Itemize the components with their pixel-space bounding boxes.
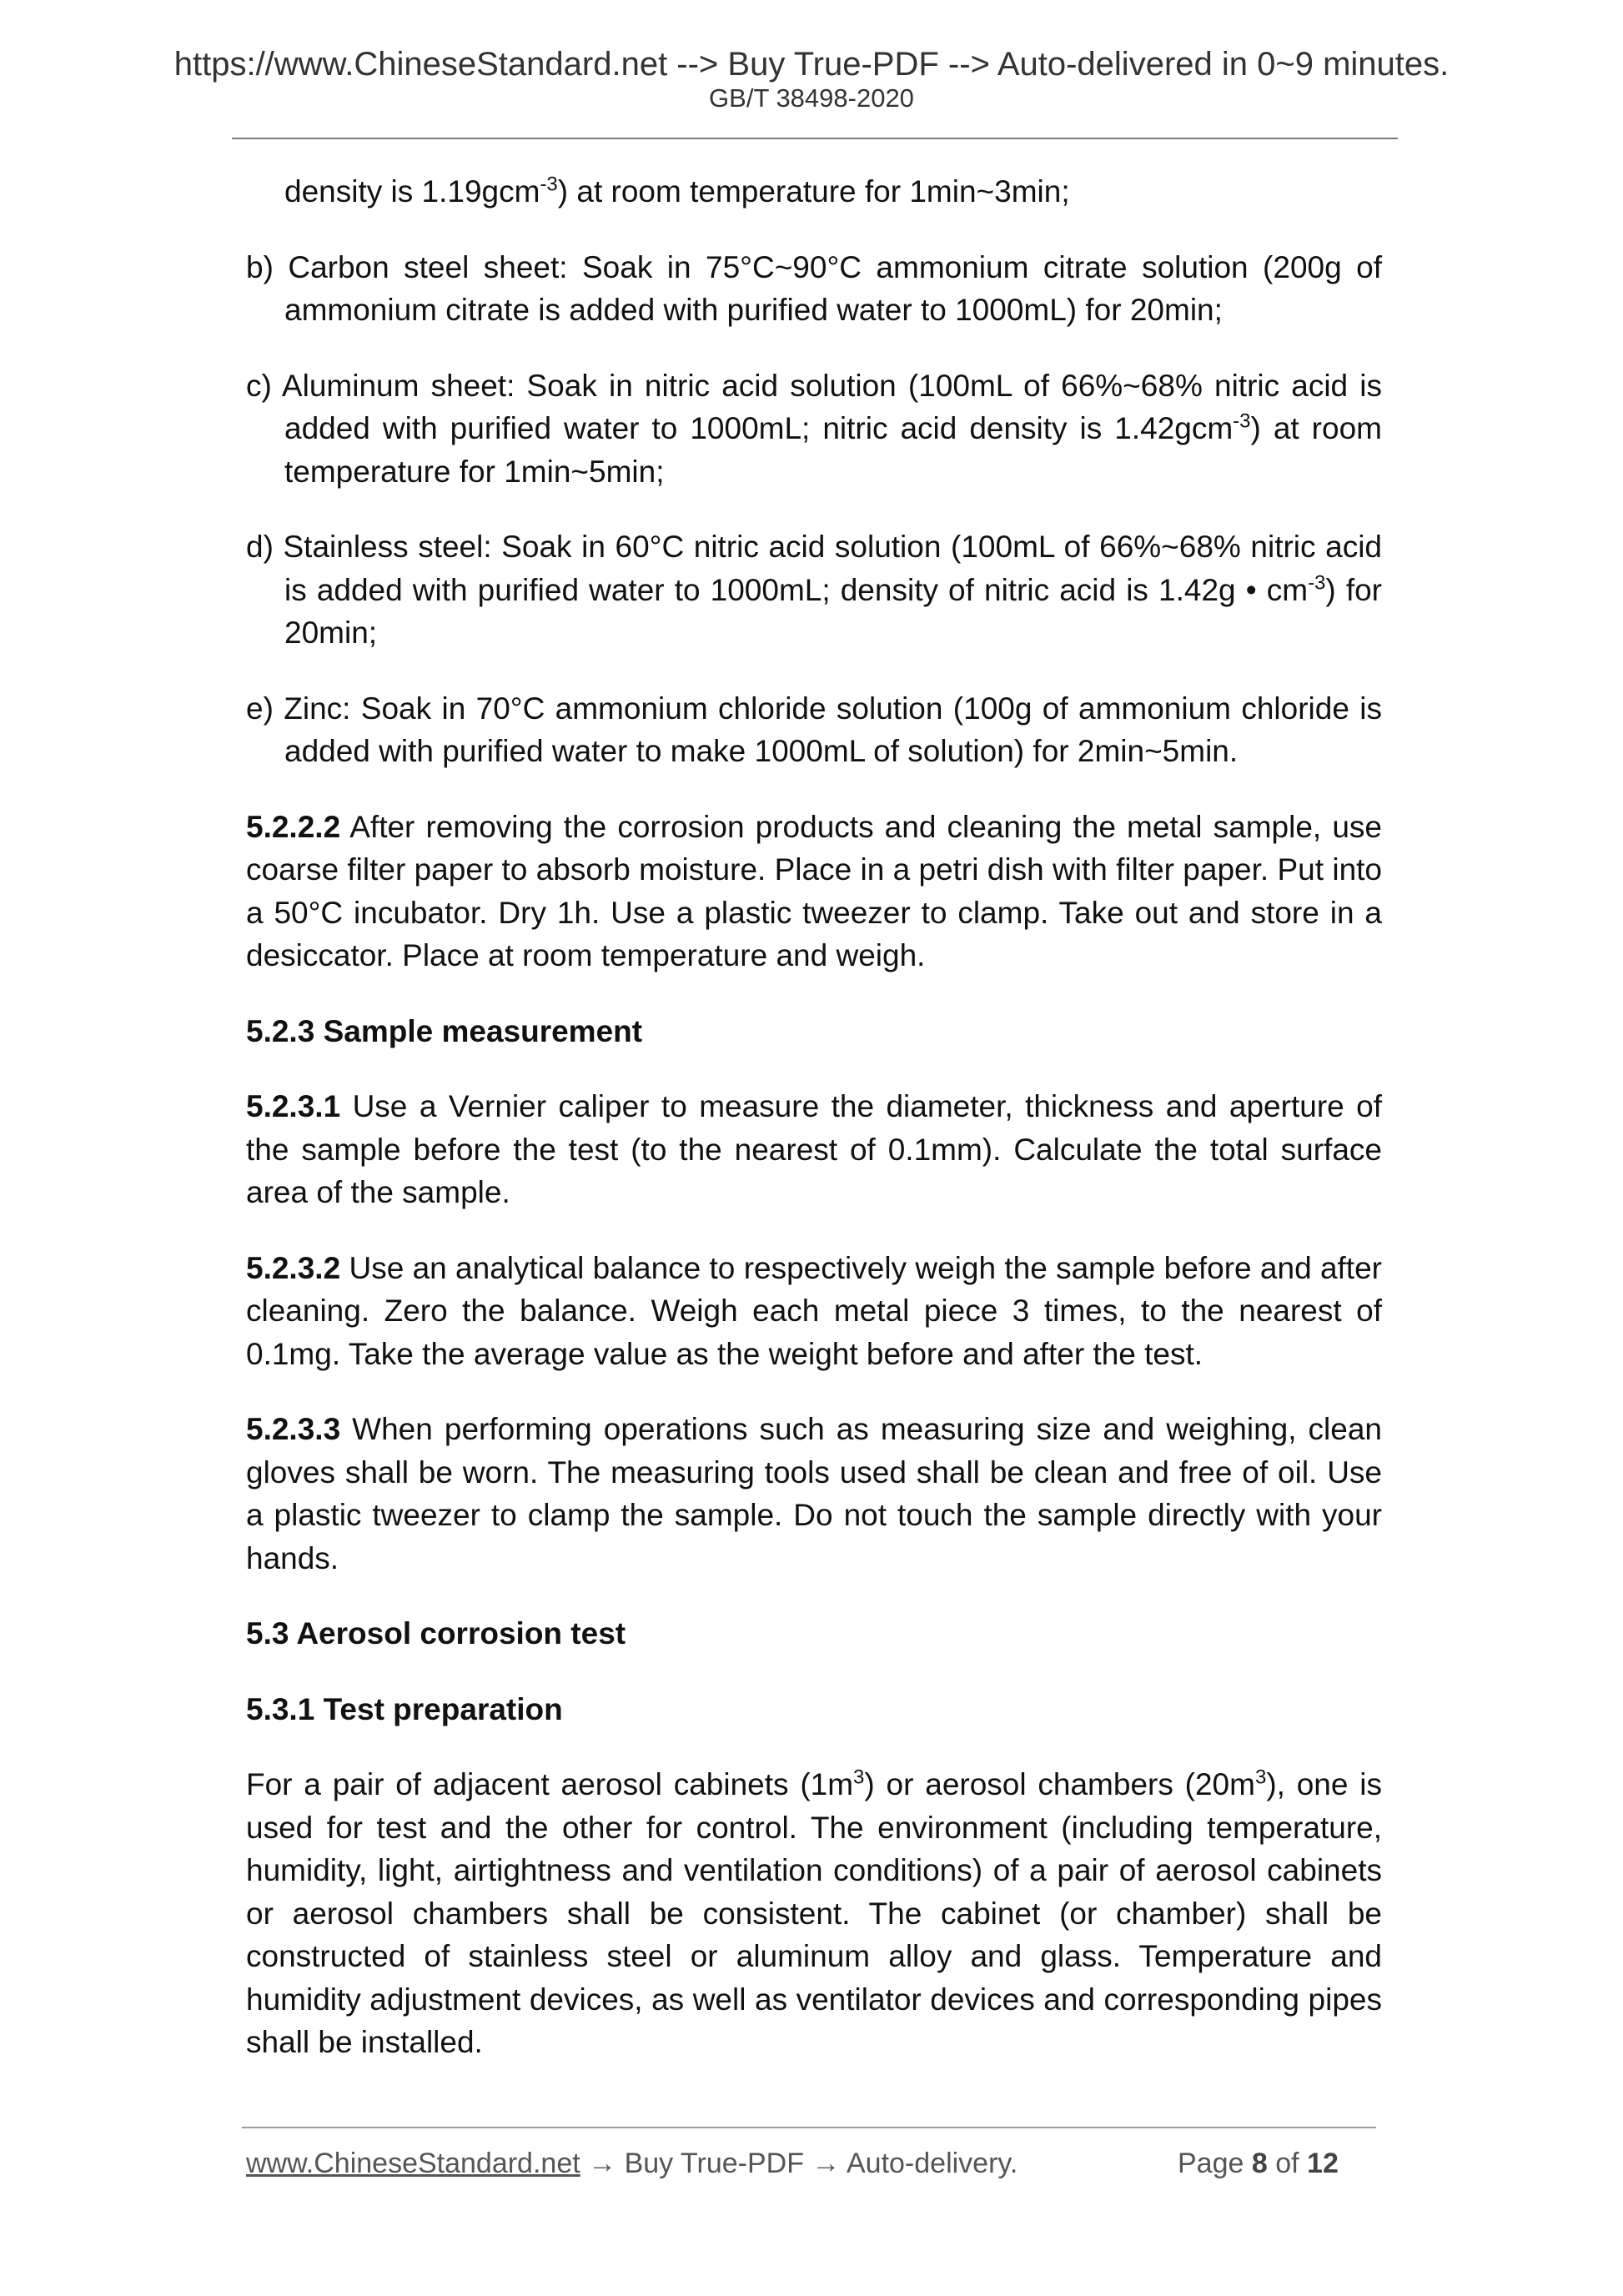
footer-left bbox=[246, 2148, 1018, 2180]
clause-5-2-2-2 bbox=[246, 806, 1382, 977]
text-segment: ) for 20min; bbox=[284, 572, 1382, 650]
page-body bbox=[246, 170, 1382, 2097]
superscript: 3 bbox=[853, 1766, 865, 1789]
list-item-c bbox=[246, 364, 1382, 494]
of-label: of bbox=[1267, 2148, 1308, 2179]
text-segment: ) at room temperature for 1min~3min; bbox=[557, 174, 1070, 208]
clause-5-2-3-3 bbox=[246, 1408, 1382, 1580]
text-segment: ) or aerosol chambers (20m bbox=[864, 1767, 1255, 1801]
clause-number: 5.2.3.2 bbox=[246, 1250, 341, 1285]
text-segment: ) at room temperature for 1min~5min; bbox=[284, 411, 1382, 489]
section-heading-5-2-3: 5.2.3 Sample measurement bbox=[246, 1013, 643, 1048]
text-segment: c) Aluminum sheet: Soak in nitric acid solution (100mL of 66%~68% nitric acid is added with purified water to 1000mL; nitric acid density is 1.42gcm bbox=[246, 368, 1382, 445]
header-banner: https://www.ChineseStandard.net --> Buy True-PDF --> Auto-delivered in 0~9 minutes. bbox=[173, 46, 1450, 83]
clause-number: 5.2.3.1 bbox=[246, 1089, 341, 1123]
list-item-a-continuation bbox=[246, 170, 1382, 214]
clause-number: 5.2.3.3 bbox=[246, 1412, 341, 1446]
text-segment: For a pair of adjacent aerosol cabinets (1m bbox=[246, 1767, 854, 1801]
superscript: -3 bbox=[1308, 571, 1326, 595]
header-divider bbox=[232, 138, 1398, 139]
list-item-b: b) Carbon steel sheet: Soak in 75°C~90°C ammonium citrate solution (200g of ammonium citrate is added with purified water to 1000mL) for 20min; bbox=[246, 249, 1382, 327]
list-item-d bbox=[246, 525, 1382, 655]
text-segment: ), one is used for test and the other for control. The environment (including temperature, humidity, light, airtightness and ventilation conditions) of a pair of aerosol cabinets or aerosol chambers shall be consistent. The cabinet (or chamber) shall be constructed of stainless steel or aluminum alloy and glass. Temperature and humidity adjustment devices, as well as ventilator devices and corresponding pipes shall be installed. bbox=[246, 1767, 1382, 2059]
clause-number: 5.2.2.2 bbox=[246, 809, 341, 844]
page-label: Page bbox=[1178, 2148, 1252, 2179]
clause-text: Use an analytical balance to respectively weigh the sample before and after cleaning. Zero the balance. Weigh each metal piece 3 times, to the nearest of 0.1mg. Take the average value as the weight before and after the test. bbox=[246, 1250, 1382, 1371]
list-item-e: e) Zinc: Soak in 70°C ammonium chloride solution (100g of ammonium chloride is added with purified water to make 1000mL of solution) for 2min~5min. bbox=[246, 691, 1382, 768]
section-heading-5-3: 5.3 Aerosol corrosion test bbox=[246, 1616, 626, 1650]
clause-text: After removing the corrosion products and cleaning the metal sample, use coarse filter paper to absorb moisture. Place in a petri dish with filter paper. Put into a 50°C incubator. Dry 1h. Use a plastic tweezer to clamp. Take out and store in a desiccator. Place at room temperature and weigh. bbox=[246, 809, 1382, 972]
total-pages: 12 bbox=[1307, 2148, 1339, 2179]
superscript: -3 bbox=[1233, 409, 1251, 433]
superscript: -3 bbox=[540, 173, 558, 196]
clause-5-3-1-text bbox=[246, 1763, 1382, 2064]
clause-text: Use a Vernier caliper to measure the diameter, thickness and aperture of the sample before the test (to the nearest of 0.1mm). Calculate the total surface area of the sample. bbox=[246, 1089, 1382, 1209]
text-segment: density is 1.19gcm bbox=[284, 174, 540, 208]
standard-code: GB/T 38498-2020 bbox=[709, 83, 914, 113]
footer-site-link[interactable]: www.ChineseStandard.net bbox=[246, 2148, 580, 2179]
superscript: 3 bbox=[1254, 1766, 1267, 1789]
footer-tagline: → Buy True-PDF → Auto-delivery. bbox=[580, 2148, 1018, 2179]
section-heading-5-3-1: 5.3.1 Test preparation bbox=[246, 1691, 563, 1726]
page-number bbox=[1178, 2148, 1339, 2180]
clause-5-2-3-2 bbox=[246, 1247, 1382, 1376]
clause-text: When performing operations such as measuring size and weighing, clean gloves shall be worn. The measuring tools used shall be clean and free of oil. Use a plastic tweezer to clamp the sample. Do not touch the sample directly with your hands. bbox=[246, 1412, 1382, 1575]
clause-5-2-3-1 bbox=[246, 1085, 1382, 1214]
footer-divider bbox=[242, 2127, 1376, 2128]
text-segment: d) Stainless steel: Soak in 60°C nitric acid solution (100mL of 66%~68% nitric acid is added with purified water to 1000mL; density of nitric acid is 1.42g • cm bbox=[246, 530, 1382, 607]
current-page: 8 bbox=[1251, 2148, 1268, 2179]
